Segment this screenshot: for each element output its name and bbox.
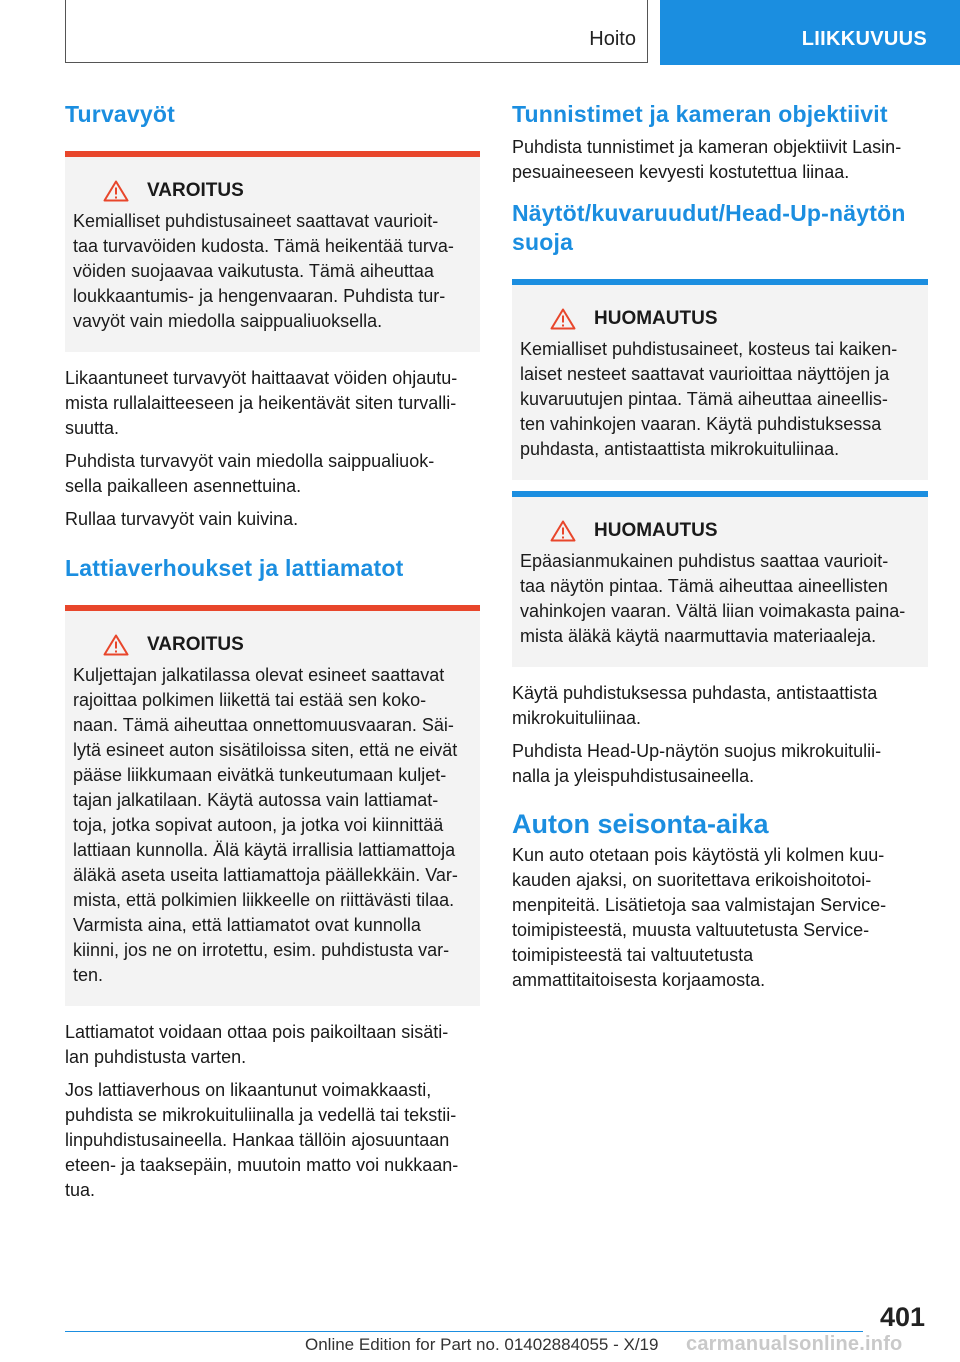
watermark-text: carmanualsonline.info	[686, 1333, 903, 1355]
heading-storage: Auton seisonta-aika	[512, 809, 769, 839]
warning-box-floor-mats	[65, 605, 480, 1006]
paragraph-seatbelt-dry: Rullaa turvavyöt vain kuivina.	[65, 509, 299, 529]
heading-sensors: Tunnistimet ja kameran objektiivit	[512, 101, 888, 127]
paragraph-sensors: Puhdista tunnistimet ja kameran objektiivit Lasin- pesuaineeseen kevyesti kostutettua liinaa.	[512, 137, 902, 182]
footer-divider	[65, 1331, 863, 1332]
notice-title: HUOMAUTUS	[594, 520, 718, 541]
paragraph-seatbelt-dirt: Likaantuneet turvavyöt haittaavat vöiden ohjautu- mista rullalaitteeseen ja heikentävät siten turvalli- suutta.	[65, 368, 458, 438]
notice-box-displays-cleaning	[512, 491, 928, 667]
warning-triangle-icon	[103, 180, 129, 202]
notice-box-displays-chemicals	[512, 279, 928, 480]
warning-text: Kuljettajan jalkatilassa olevat esineet saattavat rajoittaa polkimen liikettä tai estää sen koko- naan. Tämä aiheuttaa onnettomuusvaaran. Säi- lytä esineet auton sisätiloissa siten, että ne eivät pääse liikkumaan eivätkä tunkeutumaan kuljet- tajan jalkatilaan. Käytä autossa vain lattiamat- toja, jotka sopivat autoon, ja jotka voi kiinnittää lattiaan kunnolla. Älä käytä irrallisia lattiamattoja äläkä aseta useita lattiamattoja päällekkäin. Var- mista, että polkimien liikkeelle on riittävästi tilaa. Varmista aina, että lattiamatot ovat kunnolla kiinni, jos ne on irrotettu, esim. puhdistusta var- ten.	[73, 665, 458, 985]
right-column	[512, 100, 928, 993]
warning-triangle-icon	[550, 520, 576, 542]
heading-seatbelts: Turvavyöt	[65, 101, 176, 127]
warning-title: VAROITUS	[147, 634, 244, 655]
notice-text: Kemialliset puhdistusaineet, kosteus tai kaiken- laiset nesteet saattavat vaurioittaa näyttöjen ja kuvaruutujen pintaa. Tämä aiheuttaa aineellis- ten vahinkojen vaaran. Käytä puhdistuksessa puhdasta, antistaattista mikrokuituliinaa.	[520, 339, 898, 459]
header-section-title: Hoito	[589, 28, 636, 50]
warning-triangle-icon	[550, 308, 576, 330]
warning-triangle-icon	[103, 634, 129, 656]
footer-edition: Online Edition for Part no. 01402884055 - X/19	[305, 1335, 659, 1354]
paragraph-hud-cover: Puhdista Head-Up-näytön suojus mikrokuitulii- nalla ja yleispuhdistusaineella.	[512, 741, 882, 786]
heading-displays: Näytöt/kuvaruudut/Head-Up-näytön suoja	[512, 200, 906, 255]
notice-title: HUOMAUTUS	[594, 308, 718, 329]
header-chapter-tab[interactable]: LIIKKUVUUS	[660, 0, 960, 65]
warning-text: Kemialliset puhdistusaineet saattavat vaurioit- taa turvavöiden kudosta. Tämä heikentää turva- vöiden suojaavaa vaikutusta. Tämä aiheuttaa loukkaantumis- ja hengenvaaran. Puhdista tur- vavyöt vain miedolla saippualiuoksella.	[73, 211, 454, 331]
warning-box-seatbelts	[65, 151, 480, 352]
paragraph-mats-clean: Jos lattiaverhous on likaantunut voimakkaasti, puhdista se mikrokuituliinalla ja vedellä tai tekstii- linpuhdistusaineella. Hankaa tällöin ajosuuntaan eteen- ja taaksepäin, muutoin matto voi nukkaan- tua.	[65, 1080, 459, 1200]
page-number: 401	[879, 1302, 925, 1332]
warning-title: VAROITUS	[147, 180, 244, 201]
paragraph-displays-cloth: Käytä puhdistuksessa puhdasta, antistaattista mikrokuituliinaa.	[512, 683, 878, 728]
paragraph-mats-remove: Lattiamatot voidaan ottaa pois paikoiltaan sisäti- lan puhdistusta varten.	[65, 1022, 449, 1067]
left-column	[65, 100, 480, 1203]
paragraph-seatbelt-clean: Puhdista turvavyöt vain miedolla saippualiuok- sella paikalleen asennettuina.	[65, 451, 435, 496]
paragraph-storage: Kun auto otetaan pois käytöstä yli kolmen kuu- kauden ajaksi, on suoritettava erikoishoitotoi- menpiteitä. Lisätietoja saa valmistajan Service- toimipisteestä, muusta valtuutetusta Service- toimipisteestä tai valtuutetusta ammattitaitoisesta korjaamosta.	[512, 845, 887, 990]
header-frame	[65, 0, 648, 63]
notice-text: Epäasianmukainen puhdistus saattaa vaurioit- taa näytön pintaa. Tämä aiheuttaa aineellisten vahinkojen vaaran. Vältä liian voimakasta paina- mista äläkä käytä naarmuttavia materiaaleja.	[520, 551, 906, 646]
heading-floor-mats: Lattiaverhoukset ja lattiamatot	[65, 555, 404, 581]
